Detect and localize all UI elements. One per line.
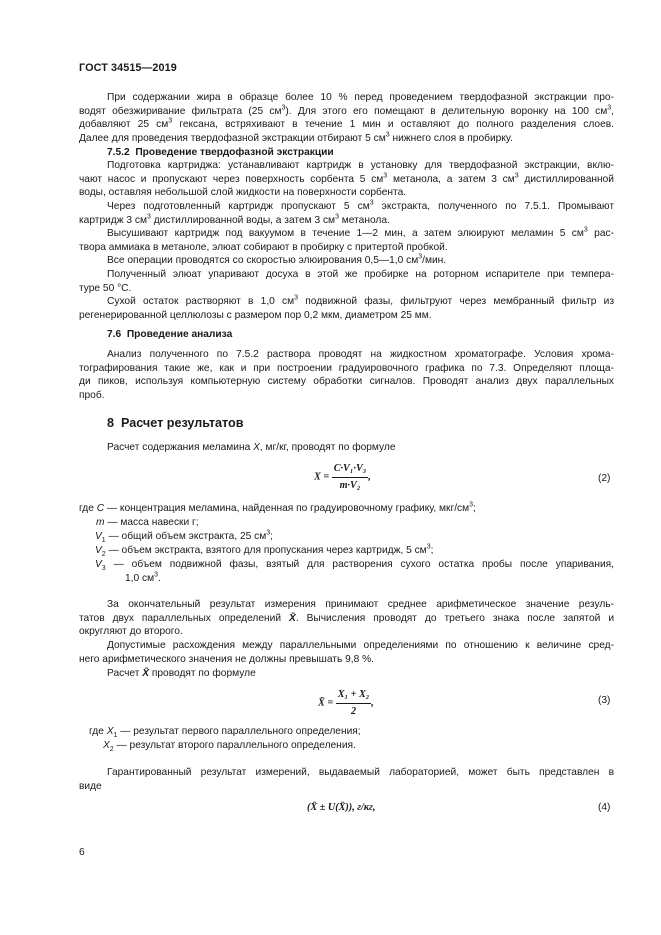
equation-number-2: (2) [598, 473, 611, 484]
text-line: татов двух параллельных определений X̄. Вычисления проводят до третьего знака после запятой и [79, 612, 615, 624]
text-line: Высушивают картридж под вакуумом в течение 1—2 мин, а затем элюируют меламин 5 $см^3$ рас- [107, 226, 614, 239]
text-line: тографирования такие же, как и при построении градуировочного графика по 7.3. Определяют площа- [79, 362, 614, 374]
equation-number-4: (4) [598, 802, 611, 813]
text-line: него арифметического значения не должны превышать 9,8 %. [79, 653, 374, 665]
text-line: твора аммиака в метаноле, элюат собирают в пробирку с притертой пробкой. [79, 241, 448, 253]
text-line: Подготовка картриджа: устанавливают картридж в установку для твердофазной экстракции, вклю- [107, 160, 614, 171]
section-heading-8: 8 Расчет результатов [107, 416, 244, 430]
text-line: Анализ полученного по 7.5.2 раствора проводят на жидкостном хроматографе. Условия хрома- [107, 349, 614, 360]
calc-mean-intro: Расчет X̄ проводят по формуле [107, 668, 256, 679]
text-line: ди пиков, используя компьютерную систему обработки сигналов. Проводят анализ двух параллельных [79, 376, 614, 388]
page-header: ГОСТ 34515—2019 [79, 62, 177, 74]
definition-row: где $X_1$ — результат первого параллельного определения; [89, 726, 361, 740]
formula-3: X̄ = $\frac{\text{X₁ + X₂}}{2}$ , [318, 689, 374, 717]
definition-continuation: 1,0 $см^3$. [125, 571, 161, 584]
definition-row: $X_2$ — результат второго параллельного определения. [103, 740, 356, 754]
formula-2: X = $\frac{\text{C·V₁·V₃}}{\text{m·V₂}}$ , [314, 463, 371, 491]
tolerance-paragraph [79, 639, 614, 666]
page-number: 6 [79, 847, 85, 858]
drying-paragraph [79, 227, 614, 254]
text-line: Допустимые расхождения между параллельными определениями по отношению к величине сред- [107, 640, 614, 651]
text-line: проб. [79, 389, 105, 401]
residue-paragraph [79, 295, 614, 322]
text-line: туре 50 °С. [79, 282, 132, 294]
extract-pass-paragraph [79, 200, 614, 227]
fat-paragraph [79, 91, 614, 145]
guaranteed-result-paragraph [79, 766, 614, 793]
text-line: чают насос и пропускают через поверхность сорбента 5 $см^3$ метанола, а затем 3 $см^3$ дистиллированной [79, 172, 614, 185]
text-line: Далее для проведения твердофазной экстракции отбирают 5 $см^3$ нижнего слоя в пробирку. [79, 131, 513, 144]
definition-row: $V_2$ — объем экстракта, взятого для пропускания через картридж, 5 $см^3$; [95, 543, 434, 559]
definition-row: $V_1$ — общий объем экстракта, 25 $см^3$; [95, 529, 273, 545]
cartridge-prep-paragraph [79, 159, 614, 200]
calc-intro: Расчет содержания меламина X, мг/кг, проводят по формуле [107, 442, 396, 453]
text-line: виде [79, 780, 102, 792]
text-line: округляют до второго. [79, 626, 183, 638]
section-heading-7-6: 7.6 Проведение анализа [107, 329, 233, 340]
fraction: $\frac{\text{C·V₁·V₃}}{\text{m·V₂}}$ [333, 463, 367, 491]
final-result-paragraph [79, 598, 614, 639]
text-line: регенерированной целлюлозы с размером пор 0,2 мкм, диаметром 25 мм. [79, 309, 432, 321]
text-line: водят обезжиривание фильтрата (25 $см^3$). Для этого его помещают в делительную воронку на 100 $см^3$, [79, 104, 615, 117]
equation-number-3: (3) [598, 695, 611, 706]
text-line: картридж 3 $см^3$ дистиллированной воды, а затем 3 $см^3$ метанола. [79, 213, 390, 226]
evaporation-paragraph [79, 268, 614, 295]
text-line: добавляют 25 $см^3$ гексана, встряхивают в течение 1 мин и оставляют до полного разделения слоев. [79, 117, 614, 131]
text-line: Полученный элюат упаривают досуха в этой же пробирке на роторном испарителе при темпера- [107, 269, 614, 280]
text-line: Сухой остаток растворяют в 1,0 $см^3$ подвижной фазы, фильтруют через мембранный фильтр из [107, 294, 614, 307]
text-line: При содержании жира в образце более 10 % перед проведением твердофазной экстракции про- [107, 92, 614, 103]
elution-rate-paragraph: Все операции проводятся со скоростью элюирования 0,5—1,0 $см^3$/мин. [107, 253, 447, 266]
section-heading-7-5-2: 7.5.2 Проведение твердофазной экстракции [107, 147, 334, 158]
definition-row: m — масса навески г; [96, 517, 199, 528]
text-line: Гарантированный результат измерений, выдаваемый лабораторией, может быть представлен в [107, 767, 614, 778]
analysis-paragraph [79, 348, 614, 402]
definition-row: где C — концентрация меламина, найденная по градуировочному графику, мкг/$см^3$; [79, 501, 476, 514]
text-line: Через подготовленный картридж пропускают 5 $см^3$ экстракта, полученного по 7.5.1. Промывают [107, 199, 614, 212]
fraction: $\frac{\text{X₁ + X₂}}{2}$ [337, 689, 370, 717]
formula-4: (X̄ ± U(X̄)), г/кг, [307, 802, 376, 813]
text-line: воды, оставляя небольшой слой жидкости на поверхности сорбента. [79, 187, 407, 199]
definition-row: $V_3$ — объем подвижной фазы, взятый для растворения сухого остатка пробы после упаривания, [95, 559, 614, 573]
text-line: За окончательный результат измерения принимают среднее арифметическое значение резуль- [107, 599, 614, 610]
